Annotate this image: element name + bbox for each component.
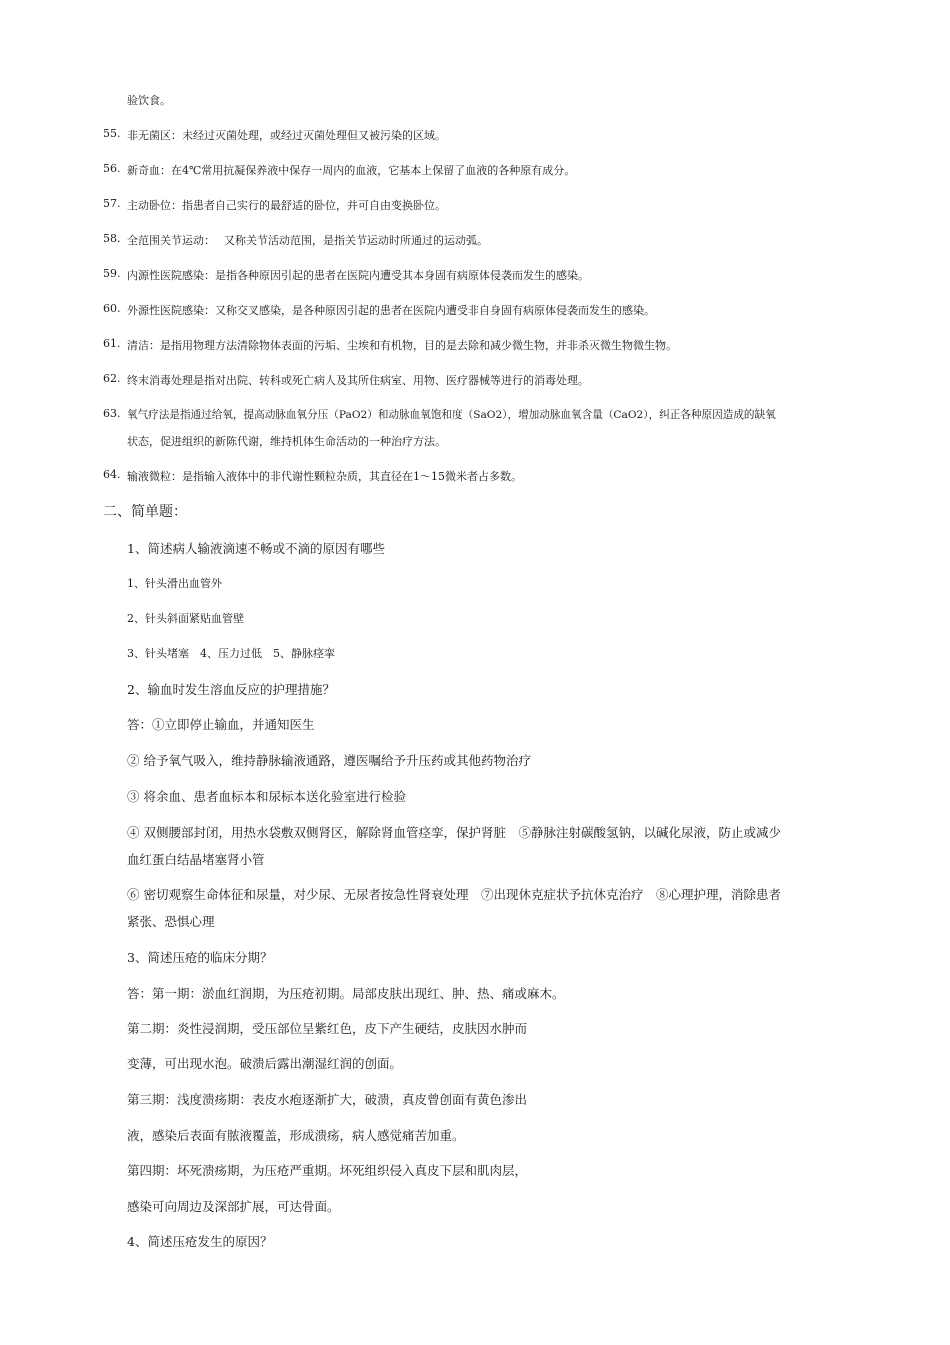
definition-text-continued: 状态，促进组织的新陈代谢，维持机体生命活动的一种治疗方法。 <box>127 435 446 448</box>
answer-line: ② 给予氧气吸入，维持静脉输液通路，遵医嘱给予升压药或其他药物治疗 <box>127 753 531 768</box>
definition-number: 64. <box>103 468 121 481</box>
definition-number: 55. <box>103 127 121 140</box>
definition-text: 输液微粒：是指输入液体中的非代谢性颗粒杂质，其直径在1～15微米者占多数。 <box>127 470 522 483</box>
definition-text: 新奇血：在4℃常用抗凝保养液中保存一周内的血液，它基本上保留了血液的各种原有成分。 <box>127 164 576 177</box>
definition-text: 非无菌区：未经过灭菌处理，或经过灭菌处理但又被污染的区域。 <box>127 129 446 142</box>
definition-text: 清洁：是指用物理方法清除物体表面的污垢、尘埃和有机物，目的是去除和减少微生物，并非杀灭微生物微生物。 <box>127 339 677 352</box>
answer-line: 液，感染后表面有脓液覆盖，形成溃疡，病人感觉痛苦加重。 <box>127 1128 465 1143</box>
answer-line: 第二期：炎性浸润期，受压部位呈紫红色，皮下产生硬结，皮肤因水肿而 <box>127 1021 528 1036</box>
answer-line: 变薄，可出现水泡。破溃后露出潮湿红润的创面。 <box>127 1056 403 1071</box>
definition-number: 63. <box>103 407 121 420</box>
definition-number: 57. <box>103 197 121 210</box>
answer-line: 紧张、恐惧心理 <box>127 914 215 929</box>
definition-text: 外源性医院感染：又称交叉感染，是各种原因引起的患者在医院内遭受非自身固有病原体侵袭而发生的感染。 <box>127 304 655 317</box>
answer-line: 1、针头滑出血管外 <box>127 577 222 590</box>
definition-text: 终末消毒处理是指对出院、转科或死亡病人及其所住病室、用物、医疗器械等进行的消毒处理。 <box>127 374 589 387</box>
answer-line: ④ 双侧腰部封闭，用热水袋敷双侧肾区，解除肾血管痉挛，保护肾脏 ⑤静脉注射碳酸氢钠，以碱化尿液，防止或减少 <box>127 825 781 840</box>
definition-number: 56. <box>103 162 121 175</box>
answer-line: ⑥ 密切观察生命体征和尿量，对少尿、无尿者按急性肾衰处理 ⑦出现休克症状予抗休克治疗 ⑧心理护理，消除患者 <box>127 887 781 902</box>
continuation-text: 验饮食。 <box>127 94 171 107</box>
question-heading: 1、简述病人输液滴速不畅或不滴的原因有哪些 <box>127 541 385 556</box>
definition-text: 氧气疗法是指通过给氧，提高动脉血氧分压（PaO2）和动脉血氧饱和度（SaO2），增加动脉血氧含量（CaO2），纠正各种原因造成的缺氧 <box>127 409 776 421</box>
definition-number: 59. <box>103 267 121 280</box>
answer-line: 2、针头斜面紧贴血管壁 <box>127 612 244 625</box>
answer-line: 答：①立即停止输血，并通知医生 <box>127 717 315 732</box>
section-title: 二、简单题： <box>103 504 187 520</box>
answer-line: 答：第一期：淤血红润期，为压疮初期。局部皮肤出现红、肿、热、痛或麻木。 <box>127 986 565 1001</box>
answer-line: 血红蛋白结晶堵塞肾小管 <box>127 852 265 867</box>
answer-line: 第四期：坏死溃疡期，为压疮严重期。坏死组织侵入真皮下层和肌肉层， <box>127 1163 528 1178</box>
question-heading: 4、简述压疮发生的原因？ <box>127 1234 273 1249</box>
definition-text: 主动卧位：指患者自己实行的最舒适的卧位，并可自由变换卧位。 <box>127 199 446 212</box>
question-heading: 2、输血时发生溶血反应的护理措施？ <box>127 682 335 697</box>
definition-text: 内源性医院感染：是指各种原因引起的患者在医院内遭受其本身固有病原体侵袭而发生的感染。 <box>127 269 589 282</box>
answer-line: ③ 将余血、患者血标本和尿标本送化验室进行检验 <box>127 789 406 804</box>
definition-number: 58. <box>103 232 121 245</box>
answer-line: 感染可向周边及深部扩展，可达骨面。 <box>127 1199 340 1214</box>
question-heading: 3、简述压疮的临床分期？ <box>127 950 273 965</box>
definition-text: 全范围关节运动： 又称关节活动范围，是指关节运动时所通过的运动弧。 <box>127 234 488 247</box>
definition-number: 62. <box>103 372 121 385</box>
definition-number: 61. <box>103 337 121 350</box>
definition-number: 60. <box>103 302 121 315</box>
answer-line: 3、针头堵塞 4、压力过低 5、静脉痉挛 <box>127 647 335 660</box>
answer-line: 第三期：浅度溃疡期：表皮水疱逐渐扩大，破溃，真皮曾创面有黄色渗出 <box>127 1092 528 1107</box>
